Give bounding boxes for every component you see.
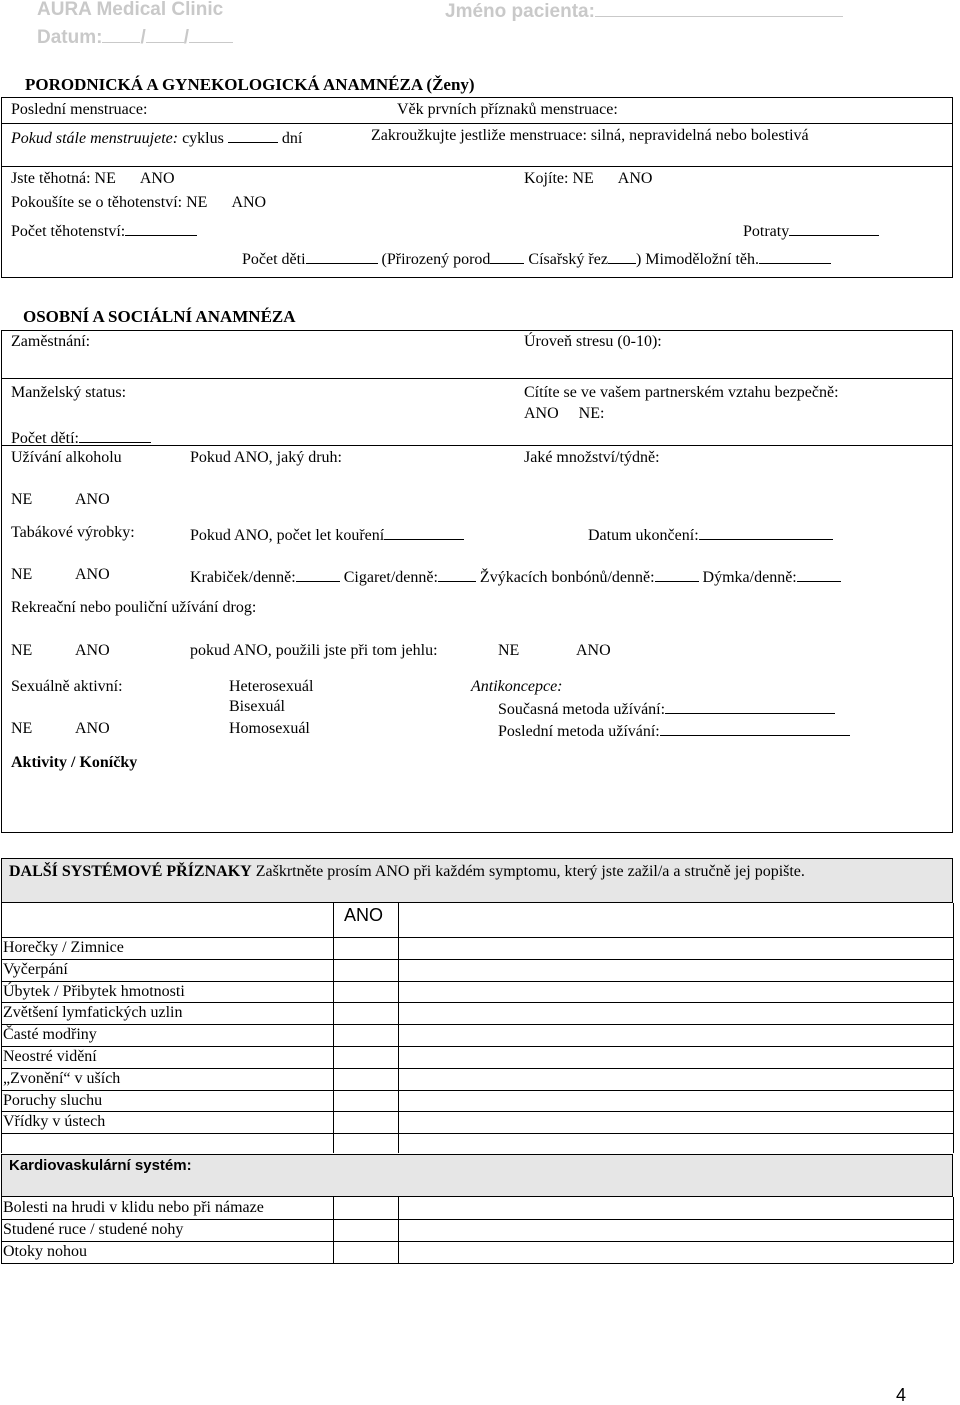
symptom-description-cell[interactable] <box>398 981 952 1003</box>
ectopic-label: ) Mimoděložní těh. <box>635 251 760 268</box>
quit-date-label: Datum ukončení: <box>588 527 699 544</box>
pregnant-label: Jste těhotná: <box>11 170 91 187</box>
symptom-description-cell[interactable] <box>398 1090 952 1112</box>
symptom-ano-cell[interactable] <box>333 1241 397 1263</box>
last-menstruation-label: Poslední menstruace: <box>11 101 148 118</box>
breastfeeding-label: Kojíte: <box>524 170 569 187</box>
systems-title: DALŠÍ SYSTÉMOVÉ PŘÍZNAKY <box>9 863 252 880</box>
stress-label: Úroveň stresu (0-10): <box>524 333 662 350</box>
sexually-active-yes[interactable]: ANO <box>75 720 110 737</box>
symptom-label: Otoky nohou <box>3 1243 87 1260</box>
chewing-label: Žvýkacích bonbónů/denně: <box>479 569 655 586</box>
divider <box>1 166 953 167</box>
divider <box>398 1197 399 1263</box>
systems-header <box>9 864 805 880</box>
date-field[interactable] <box>37 26 233 47</box>
children-count-label: Počet dětí: <box>11 430 79 447</box>
symptom-label: Vyčerpání <box>3 960 68 978</box>
cycle-row <box>11 128 302 147</box>
current-method-label: Současná metoda užívání: <box>498 701 666 718</box>
children-count-row <box>11 428 151 447</box>
symptom-ano-cell[interactable] <box>333 981 397 1003</box>
last-method-blank[interactable] <box>660 721 850 736</box>
tobacco-no[interactable]: NE <box>11 566 33 583</box>
bi-option[interactable]: Bisexuál <box>229 698 285 715</box>
symptom-ano-cell[interactable] <box>333 1090 397 1112</box>
pregnant-row <box>11 171 175 187</box>
social-title: OSOBNÍ A SOCIÁLNÍ ANAMNÉZA <box>23 307 296 326</box>
symptom-description-cell[interactable] <box>398 937 952 959</box>
miscarriages-label: Potraty <box>743 223 790 240</box>
quit-date-blank[interactable] <box>699 525 833 540</box>
symptom-description-cell[interactable] <box>398 1197 952 1219</box>
symptom-description-cell[interactable] <box>398 959 952 981</box>
symptom-label: Časté modřiny <box>3 1026 97 1044</box>
alcohol-amount-label: Jaké množství/týdně: <box>524 449 660 466</box>
sexually-active-no[interactable]: NE <box>11 720 33 737</box>
symptom-description-cell[interactable] <box>398 1068 952 1090</box>
cigarettes-label: Cigaret/denně: <box>343 569 438 586</box>
last-method-row <box>498 721 850 740</box>
symptom-label: Vřídky v ústech <box>3 1113 106 1131</box>
smoking-years-row <box>190 525 464 544</box>
pregnancies-row <box>11 221 197 240</box>
pipe-label: Dýmka/denně: <box>702 569 797 586</box>
days-label: dní <box>281 130 303 147</box>
pregnant-no[interactable]: NE <box>94 170 116 187</box>
tobacco-label: Tabákové výrobky: <box>11 524 135 541</box>
divider <box>1 1133 953 1134</box>
date-label: Datum: <box>37 27 103 48</box>
smoking-years-blank[interactable] <box>384 525 464 540</box>
symptom-label: Bolesti na hrudi v klidu nebo při námaze <box>3 1199 264 1216</box>
cycle-blank[interactable] <box>228 128 278 143</box>
quit-date-row <box>588 525 833 544</box>
natural-birth-blank[interactable] <box>490 249 524 264</box>
packs-blank[interactable] <box>296 567 340 582</box>
symptom-label: „Zvonění“ v uších <box>3 1069 121 1087</box>
symptom-label: Studené ruce / studené nohy <box>3 1221 184 1238</box>
date-month-blank[interactable] <box>146 26 184 43</box>
symptom-ano-cell[interactable] <box>333 1197 397 1219</box>
date-day-blank[interactable] <box>102 26 140 43</box>
sexually-active-label: Sexuálně aktivní: <box>11 678 123 695</box>
symptom-ano-cell[interactable] <box>333 937 397 959</box>
trying-no[interactable]: NE <box>186 194 208 211</box>
symptom-ano-cell[interactable] <box>333 1219 397 1241</box>
packs-label: Krabiček/denně: <box>190 569 296 586</box>
pipe-blank[interactable] <box>797 567 841 582</box>
symptom-ano-cell[interactable] <box>333 1068 397 1090</box>
needle-no[interactable]: NE <box>498 642 520 659</box>
miscarriages-row <box>743 221 879 240</box>
still-menstruating-label: Pokud stále menstruujete: <box>11 130 179 147</box>
hetero-option[interactable]: Heterosexuál <box>229 678 314 695</box>
trying-row <box>11 195 266 211</box>
date-sep-1: / <box>140 27 146 48</box>
smoking-years-label: Pokud ANO, počet let kouření <box>190 527 385 544</box>
cigarettes-blank[interactable] <box>438 567 476 582</box>
pregnant-yes[interactable]: ANO <box>139 170 175 187</box>
alcohol-kind-label: Pokud ANO, jaký druh: <box>190 449 342 466</box>
symptom-label: Poruchy sluchu <box>3 1091 103 1109</box>
symptom-ano-cell[interactable] <box>333 1024 397 1046</box>
chewing-blank[interactable] <box>655 567 699 582</box>
drugs-label: Rekreační nebo pouliční užívání drog: <box>11 599 257 616</box>
symptom-description-cell[interactable] <box>398 1241 952 1263</box>
safe-relationship-label: Cítíte se ve vašem partnerském vztahu bezpečně: <box>524 384 839 401</box>
last-method-label: Poslední metoda užívání: <box>498 723 660 740</box>
tobacco-amounts-row <box>190 567 841 586</box>
alcohol-yes[interactable]: ANO <box>75 491 110 508</box>
page-number: 4 <box>896 1385 907 1405</box>
divider <box>398 903 399 1153</box>
children-count-blank[interactable] <box>79 428 151 443</box>
divider <box>333 903 334 1153</box>
first-symptoms-age-label: Věk prvních příznaků menstruace: <box>397 101 618 118</box>
symptom-label: Zvětšení lymfatických uzlin <box>3 1004 183 1022</box>
natural-birth-label: (Přirozený porod <box>381 251 491 268</box>
symptom-ano-cell[interactable] <box>333 1046 397 1068</box>
contraception-label: Antikoncepce: <box>471 678 563 695</box>
alcohol-label: Užívání alkoholu <box>11 449 122 466</box>
divider <box>1 1197 2 1263</box>
miscarriages-blank[interactable] <box>789 221 879 236</box>
date-year-blank[interactable] <box>189 26 233 43</box>
needle-yes[interactable]: ANO <box>576 642 611 659</box>
cycle-label: cyklus <box>182 130 224 147</box>
alcohol-no[interactable]: NE <box>11 491 33 508</box>
circle-if-label: Zakroužkujte jestliže menstruace: silná, nepravidelná nebo bolestivá <box>371 127 809 144</box>
caesarean-blank[interactable] <box>608 249 636 264</box>
divider <box>1 903 2 1153</box>
safe-relationship-options[interactable]: ANO NE: <box>524 405 605 422</box>
needle-label: pokud ANO, použili jste při tom jehlu: <box>190 642 438 659</box>
children-label: Počet děti <box>242 251 306 268</box>
ano-column-header: ANO <box>344 905 384 925</box>
breastfeeding-no[interactable]: NE <box>572 170 594 187</box>
symptom-description-cell[interactable] <box>398 1111 952 1133</box>
clinic-name: AURA Medical Clinic <box>37 0 224 20</box>
symptom-label: Horečky / Zimnice <box>3 939 124 956</box>
divider <box>1 378 953 379</box>
tobacco-yes[interactable]: ANO <box>75 566 110 583</box>
breastfeeding-yes[interactable]: ANO <box>617 170 653 187</box>
breastfeeding-row <box>524 171 652 187</box>
current-method-blank[interactable] <box>665 699 835 714</box>
symptom-ano-cell[interactable] <box>333 1002 397 1024</box>
symptom-description-cell[interactable] <box>398 1002 952 1024</box>
date-sep-2: / <box>183 27 190 48</box>
caesarean-label: Císařský řez <box>528 251 608 268</box>
symptom-ano-cell[interactable] <box>333 1111 397 1133</box>
symptom-description-cell[interactable] <box>398 1046 952 1068</box>
systems-instruction: Zaškrtněte prosím ANO při každém symptomu, který jste zažil/a a stručně jej popište. <box>255 863 805 880</box>
children-blank[interactable] <box>306 249 378 264</box>
divider <box>953 1197 954 1263</box>
symptom-description-cell[interactable] <box>398 1219 952 1241</box>
current-method-row <box>498 699 835 718</box>
cardio-title: Kardiovaskulární systém: <box>9 1157 192 1174</box>
symptom-label: Úbytek / Přibytek hmotnosti <box>3 982 185 1000</box>
divider <box>1 1263 953 1264</box>
trying-label: Pokoušíte se o těhotenství: <box>11 194 183 211</box>
pregnancies-blank[interactable] <box>125 221 197 236</box>
divider <box>333 1197 334 1263</box>
homo-option[interactable]: Homosexuál <box>229 720 310 737</box>
patient-name-field[interactable] <box>445 0 843 21</box>
ectopic-blank[interactable] <box>759 249 831 264</box>
employment-label: Zaměstnání: <box>11 333 91 350</box>
obgyn-title: PORODNICKÁ A GYNEKOLOGICKÁ ANAMNÉZA (Ženy) <box>25 75 475 94</box>
pregnancies-label: Počet těhotenství: <box>11 223 126 240</box>
hobbies-label: Aktivity / Koníčky <box>11 754 138 771</box>
drugs-yes[interactable]: ANO <box>75 642 110 659</box>
drugs-no[interactable]: NE <box>11 642 33 659</box>
symptom-label: Neostré vidění <box>3 1048 97 1065</box>
divider <box>953 903 954 1153</box>
symptom-description-cell[interactable] <box>398 1024 952 1046</box>
marital-label: Manželský status: <box>11 384 127 401</box>
patient-name-label: Jméno pacienta: <box>445 1 595 22</box>
patient-name-blank[interactable] <box>595 0 843 17</box>
divider <box>1 123 953 124</box>
symptom-ano-cell[interactable] <box>333 959 397 981</box>
trying-yes[interactable]: ANO <box>231 194 267 211</box>
children-row <box>242 249 831 268</box>
